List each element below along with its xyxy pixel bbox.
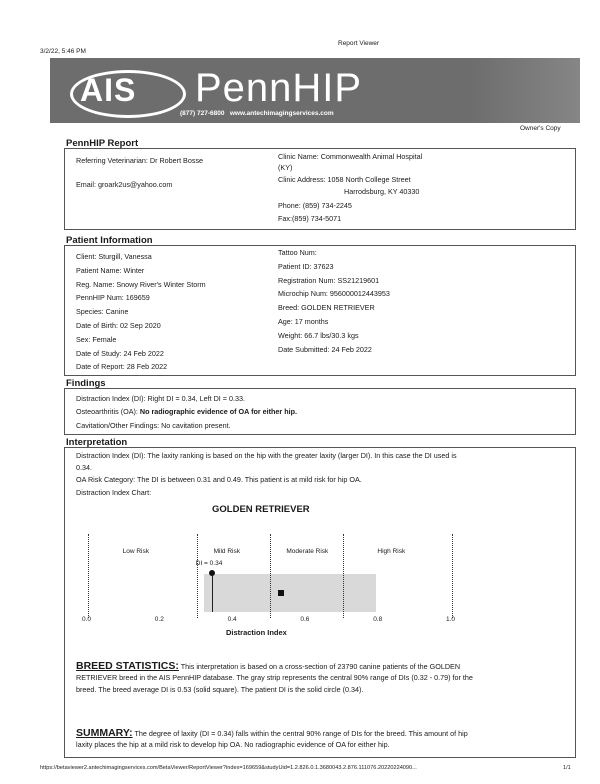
patient-field: Species: Canine	[76, 307, 129, 317]
patient-field: Reg. Name: Snowy River's Winter Storm	[76, 279, 206, 289]
patient-field: Date of Report: 28 Feb 2022	[76, 362, 168, 372]
clinic-fax: Fax:(859) 734-5071	[278, 214, 342, 223]
patient-field: Age: 17 months	[278, 317, 329, 326]
patient-di-label: DI = 0.34	[195, 560, 223, 567]
email: Email: groark2us@yahoo.com	[76, 180, 173, 189]
risk-boundary-line	[270, 534, 271, 618]
findings-cavitation: Cavitation/Other Findings: No cavitation present.	[76, 421, 231, 430]
x-tick-label: 0.6	[300, 616, 310, 623]
findings-di: Distraction Index (DI): Right DI = 0.34, Left DI = 0.33.	[76, 394, 245, 403]
clinic-state: (KY)	[278, 163, 293, 172]
patient-field: Tattoo Num:	[278, 248, 317, 257]
ais-pennhip-banner	[50, 58, 580, 123]
interpretation-title: Interpretation	[66, 437, 128, 448]
risk-boundary-line	[88, 534, 89, 618]
x-tick-label: 0.2	[154, 616, 164, 623]
findings-oa-value: No radiographic evidence of OA for either hip.	[139, 407, 297, 416]
patient-field: Sex: Female	[76, 334, 117, 344]
breed-average-square	[278, 590, 284, 596]
risk-zone-label: Moderate Risk	[286, 548, 329, 555]
patient-field: Registration Num: SS21219601	[278, 275, 380, 285]
owner-copy: Owner's Copy	[520, 125, 561, 132]
clinic-name: Clinic Name: Commonwealth Animal Hospital	[278, 152, 423, 161]
x-tick-label: 0.0	[82, 616, 92, 623]
ais-logo-text: AIS	[80, 72, 137, 108]
distraction-index-chart	[70, 540, 490, 640]
clinic-phone: Phone: (859) 734-2245	[278, 201, 352, 210]
patient-di-line	[212, 574, 213, 612]
x-tick-label: 0.4	[227, 616, 237, 623]
patient-field: Patient Name: Winter	[76, 265, 145, 275]
patient-field: Patient ID: 37623	[278, 261, 334, 271]
patient-field: Weight: 66.7 lbs/30.3 kgs	[278, 330, 359, 340]
findings-oa	[76, 407, 297, 416]
summary-line2: laxity places the hip at a mild risk to develop hip OA. No radiographic evidence of OA for either hip.	[76, 740, 390, 749]
interp-chart-label: Distraction Index Chart:	[76, 488, 152, 497]
patient-di-circle	[209, 570, 215, 576]
summary-line1	[76, 727, 468, 739]
breed-stats-line1	[76, 660, 460, 672]
print-timestamp: 3/2/22, 5:46 PM	[40, 48, 86, 55]
referring-vet: Referring Veterinarian: Dr Robert Bosse	[76, 156, 204, 165]
findings-oa-label: Osteoarthritis (OA):	[76, 407, 138, 416]
patient-field: Date of Birth: 02 Sep 2020	[76, 321, 161, 330]
risk-zone-label: High Risk	[377, 548, 406, 555]
summary-heading: SUMMARY:	[76, 727, 133, 739]
risk-boundary-line	[343, 534, 344, 618]
risk-zone-label: Mild Risk	[213, 548, 240, 555]
chart-title: GOLDEN RETRIEVER	[212, 504, 310, 515]
pennhip-logo-text: PennHIP	[195, 66, 363, 110]
interp-di-line1: Distraction Index (DI): The laxity ranking is based on the hip with the greater laxity (larger DI). In this case the DI used is	[76, 451, 457, 460]
patient-field: Date Submitted: 24 Feb 2022	[278, 344, 372, 354]
interp-oa-risk: OA Risk Category: The DI is between 0.31 and 0.49. This patient is at mild risk for hip OA.	[76, 475, 362, 484]
x-tick-label: 1.0	[446, 616, 456, 623]
risk-zone-label: Low Risk	[122, 548, 149, 555]
footer-page-number: 1/1	[563, 765, 571, 771]
x-tick-label: 0.8	[373, 616, 383, 623]
patient-field: Breed: GOLDEN RETRIEVER	[278, 303, 375, 313]
breed-stats-line2: RETRIEVER breed in the AIS PennHIP database. The gray strip represents the central 90% range of DIs (0.32 - 0.79) for the	[76, 673, 473, 682]
patient-field: Date of Study: 24 Feb 2022	[76, 348, 164, 358]
chart-xlabel: Distraction Index	[226, 628, 287, 637]
banner-website: www.antechimagingservices.com	[229, 110, 334, 117]
patient-title: Patient Information	[66, 235, 153, 246]
footer-url[interactable]: https://betaviewer2.antechimagingservices.com/BetaViewer/ReportViewer?index=169659&studyUid=1.2.826.0.1.3680043.2.876.111076.20220224090...	[40, 765, 417, 771]
interp-di-line2: 0.34.	[76, 463, 92, 472]
breed-stats-text1: This interpretation is based on a cross-section of 23790 canine patients of the GOLDEN	[180, 662, 461, 671]
viewer-title: Report Viewer	[338, 40, 380, 47]
patient-field: PennHIP Num: 169659	[76, 293, 150, 303]
breed-stats-heading: BREED STATISTICS:	[76, 660, 179, 672]
risk-boundary-line	[197, 534, 198, 618]
breed-range-strip	[204, 574, 375, 612]
banner-contact	[180, 110, 334, 117]
patient-field: Microchip Num: 956000012443953	[278, 289, 390, 299]
patient-field: Client: Sturgill, Vanessa	[76, 252, 152, 261]
clinic-address: Clinic Address: 1058 North College Street	[278, 175, 411, 184]
risk-boundary-line	[452, 534, 453, 618]
breed-stats-line3: breed. The breed average DI is 0.53 (solid square). The patient DI is the solid circle (0.34).	[76, 685, 364, 694]
summary-text1: The degree of laxity (DI = 0.34) falls within the central 90% range of DIs for the breed. This amount of hip	[134, 729, 468, 738]
clinic-city: Harrodsburg, KY 40330	[344, 187, 420, 196]
findings-title: Findings	[66, 378, 106, 389]
banner-phone: (877) 727-6800	[180, 110, 225, 117]
report-title: PennHIP Report	[66, 138, 139, 149]
